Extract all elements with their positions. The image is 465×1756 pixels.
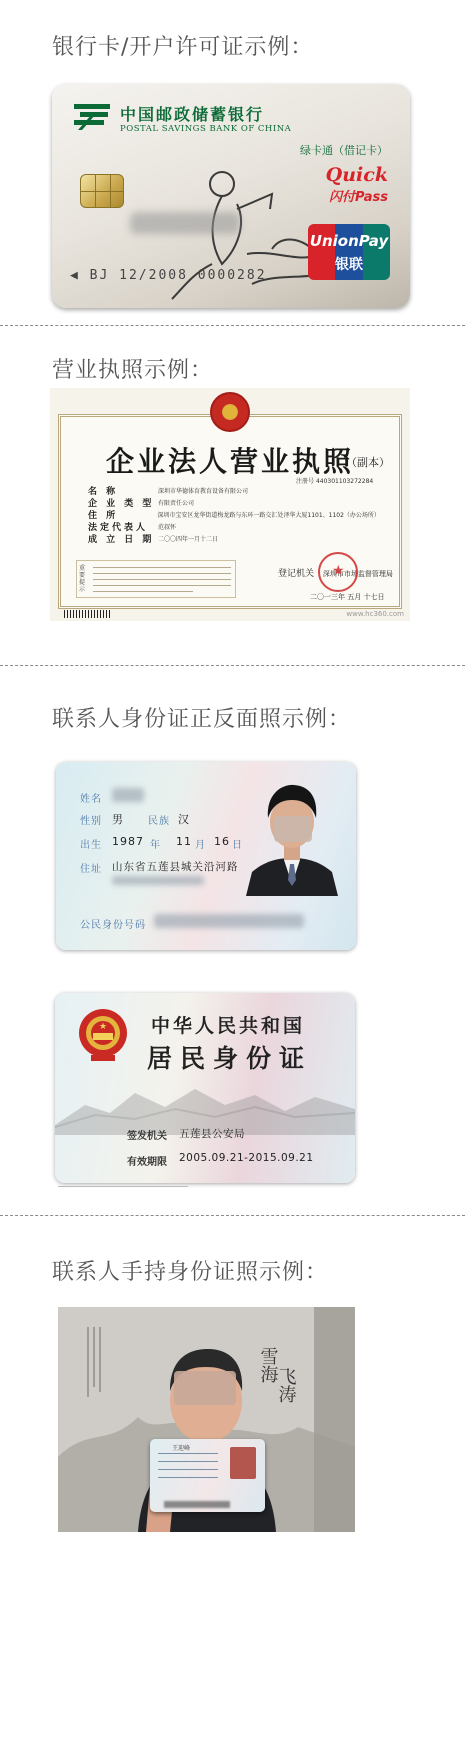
field-label: 成 立 日 期 [88,534,155,545]
id-card-back-image [55,993,355,1183]
quickpass-logo: Quick [325,164,388,186]
field-value: 范叔怀 [158,523,177,531]
idcard-section-heading: 联系人身份证正反面照示例： [52,707,352,732]
id-card-front-image [56,762,356,950]
handheld-section-heading: 联系人手持身份证照示例： [52,1260,329,1285]
id-ethnicity-value: 汉 [178,813,190,826]
license-issue-date: 二〇一三年 五月 十七日 [310,593,385,601]
id-birth-year-unit: 年 [150,840,161,851]
image-underline [58,1186,188,1187]
license-title: 企业法人营业执照 [105,445,354,478]
section-divider [0,665,465,666]
portrait-photo [246,776,338,896]
held-card-name: 王迎峰 [172,1445,191,1452]
id-birth-day-unit: 日 [232,840,243,851]
official-seal-icon [318,552,358,592]
id-gender-value: 男 [112,813,124,826]
license-section-heading: 营业执照示例： [52,358,214,383]
barcode-icon [64,610,112,618]
id-address-value: 山东省五莲县城关沿河路 [112,861,239,873]
handheld-id-photo [58,1307,355,1532]
license-field-row [88,508,378,520]
national-emblem-icon [210,392,250,432]
watermark: www.hc360.com [346,610,404,618]
reg-no-label: 注册号 [296,478,315,485]
id-number-label: 公民身份号码 [80,920,146,931]
license-field-row [88,520,378,532]
id-birth-month: 11 [176,835,192,848]
postal-bank-logo-icon [72,100,112,136]
id-card-name: 居民身份证 [147,1044,313,1073]
held-id-card [150,1439,265,1512]
license-fields [88,484,378,544]
license-field-row [88,484,378,496]
svg-text:雪海: 雪海 [257,1347,279,1383]
redacted-id-number [164,1501,230,1508]
card-type-label: 绿卡通（借记卡） [300,144,388,157]
id-birth-day: 16 [214,835,230,848]
id-gender-label: 性别 [80,816,102,827]
reg-org-label: 登记机关 [278,569,315,579]
authority-label: 签发机关 [127,1131,167,1142]
id-birth-year: 1987 [112,835,144,848]
held-card-portrait [230,1447,256,1479]
bank-name-cn: 中国邮政储蓄银行 [120,105,265,124]
id-birth-label: 出生 [80,840,102,851]
field-label: 名 称 [88,486,119,497]
section-divider [0,325,465,326]
bank-name-en: POSTAL SAVINGS BANK OF CHINA [120,124,292,134]
unionpay-text-cn: 银联 [335,257,363,273]
svg-text:飞涛: 飞涛 [275,1367,297,1403]
field-value: 深圳市宝安区龙华街道梅龙路与东环一路交汇处泽华大厦1101、1102（办公场所） [157,511,380,519]
license-field-row [88,532,378,544]
field-label: 法定代表人 [88,522,149,533]
id-ethnicity-label: 民族 [148,816,170,827]
business-license-image [50,388,410,621]
validity-value: 2005.09.21-2015.09.21 [179,1152,314,1164]
field-value: 有限责任公司 [158,499,195,507]
notice-tag: 重要提示 [79,565,86,593]
authority-value: 五莲县公安局 [179,1128,245,1140]
card-chip-icon [80,174,124,208]
section-divider [0,1215,465,1216]
national-emblem-icon [77,1007,129,1063]
reg-org-value: 深圳市市场监督管理局 [322,570,393,578]
redacted-id-number [154,914,304,928]
license-notice-box [76,560,236,598]
bank-card-image [52,84,410,308]
field-label: 住 所 [88,510,119,521]
validity-label: 有效期限 [127,1157,167,1168]
unionpay-logo [308,224,390,280]
id-address-label: 住址 [80,864,102,875]
redacted-address [112,876,204,885]
field-label: 企 业 类 型 [88,498,155,509]
reg-no-value: 440301103272284 [315,478,374,485]
card-number-line: ◀ BJ 12/2008 0000282 [70,268,267,283]
id-birth-month-unit: 月 [195,840,206,851]
license-subtitle: （副本） [346,456,390,469]
field-value: 深圳市华德体育教育设备有限公司 [158,487,249,495]
redacted-area [130,212,240,234]
country-name: 中华人民共和国 [151,1015,306,1037]
license-field-row [88,496,378,508]
field-value: 二〇〇四年一月十二日 [158,535,219,543]
quickpass-logo-cn: 闪付Pass [329,190,388,205]
bank-section-heading: 银行卡/开户许可证示例： [52,35,314,60]
svg-text:★: ★ [98,1022,108,1032]
id-name-label: 姓名 [80,794,102,805]
redacted-name [112,788,144,802]
unionpay-text: UnionPay [309,232,389,250]
